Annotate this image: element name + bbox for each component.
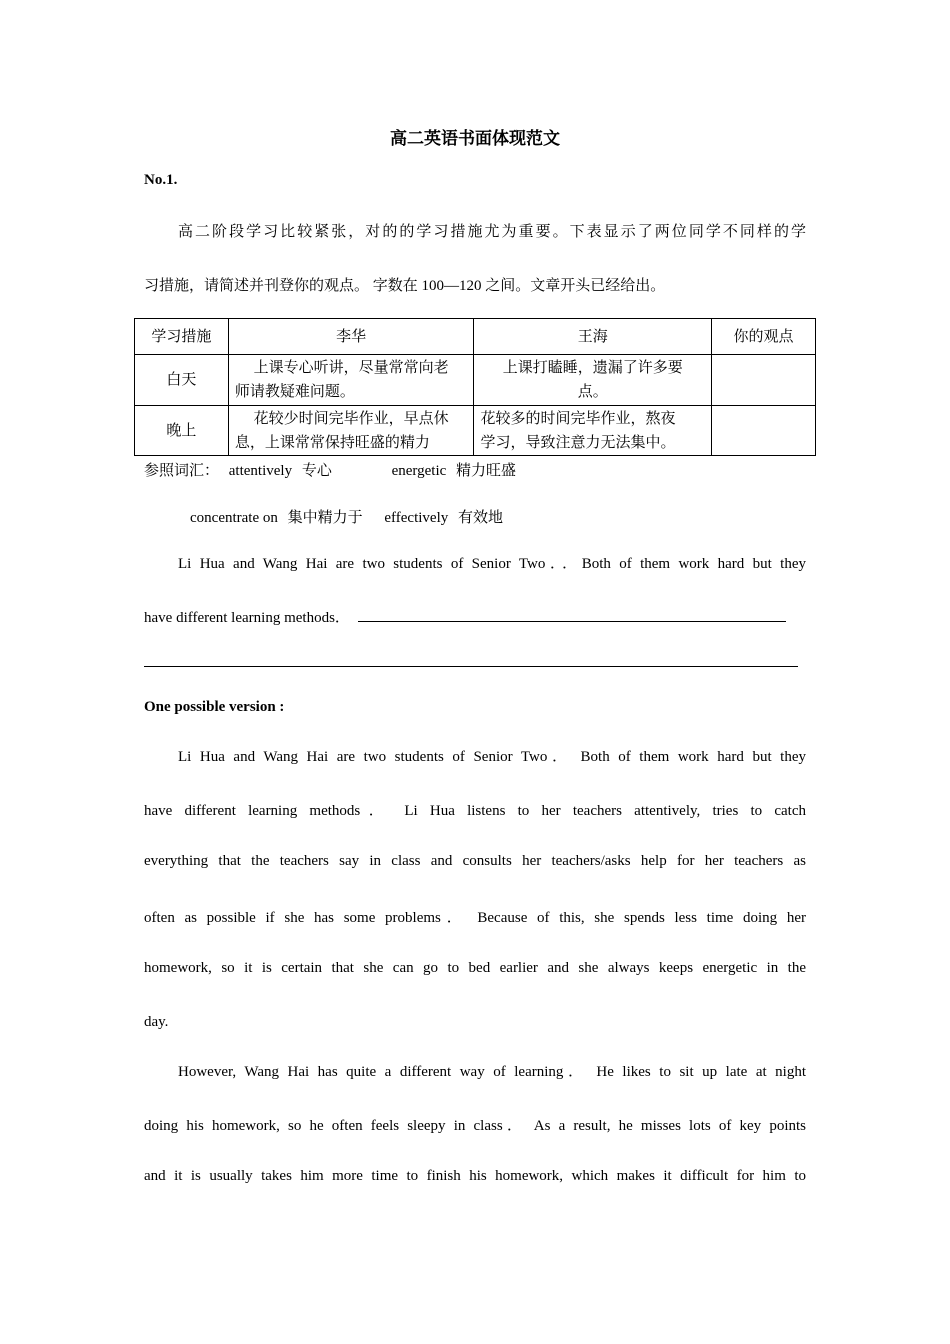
answer-line <box>144 652 806 672</box>
essay-line: often as possible if she has some problems． Because of this, she spends less time doing her <box>144 910 806 926</box>
cell-text: 上课打瞌睡，遗漏了许多要 <box>502 360 683 376</box>
cell-text: 息，上课常常保持旺盛的精力 <box>234 434 430 451</box>
cell-text: 上课专心听讲，尽量常常向老 <box>253 360 449 376</box>
learning-methods-table <box>134 318 816 456</box>
row-label: 晚上 <box>135 406 229 456</box>
vocab-en: energetic <box>391 463 447 479</box>
table-header-row <box>135 319 816 355</box>
opening-line-2 <box>144 606 806 627</box>
table-header-cell: 学习措施 <box>135 319 229 355</box>
essay-line: doing his homework, so he often feels sleepy in class． As a result, he misses lots of key points <box>144 1118 806 1134</box>
table-header-cell: 你的观点 <box>712 319 816 355</box>
document-title: 高二英语书面体现范文 <box>390 129 560 148</box>
prompt-line-1: 高二阶段学习比较紧张，对的的学习措施尤为重要。下表显示了两位同学不同样的学 <box>178 224 806 240</box>
table-header-cell: 李华 <box>228 319 474 355</box>
version-heading: One possible version : <box>144 699 285 715</box>
vocab-line-2 <box>190 506 790 527</box>
essay-line: and it is usually takes him more time to finish his homework, which makes it difficult for him to <box>144 1168 806 1184</box>
cell-text: 花较多的时间完毕作业，熬夜 <box>480 410 676 427</box>
essay-line: Li Hua and Wang Hai are two students of Senior Two． Both of them work hard but they <box>178 749 806 765</box>
opening-text: have different learning methods． <box>144 610 350 626</box>
essay-line: However, Wang Hai has quite a different way of learning． He likes to sit up late at night <box>178 1064 806 1080</box>
vocab-en: attentively <box>228 463 293 479</box>
table-row <box>135 355 816 406</box>
li-hua-cell <box>228 406 474 456</box>
vocab-zh: 有效地 <box>458 510 504 526</box>
vocab-en: concentrate on <box>190 510 278 526</box>
vocab-zh: 集中精力于 <box>287 510 363 526</box>
answer-blank <box>144 652 798 667</box>
essay-line: everything that the teachers say in class and consults her teachers/asks help for her teachers as <box>144 853 806 869</box>
table-row <box>135 406 816 456</box>
row-label: 白天 <box>135 355 229 406</box>
vocab-zh: 精力旺盛 <box>456 463 517 479</box>
vocab-en: effectively <box>384 510 449 526</box>
opinion-cell <box>712 406 816 456</box>
answer-blank <box>358 607 786 622</box>
opening-line-1: Li Hua and Wang Hai are two students of Senior Two．．Both of them work hard but they <box>178 556 806 572</box>
cell-text: 学习，导致注意力无法集中。 <box>480 434 676 451</box>
prompt-line-2: 习措施，请简述并刊登你的观点。 字数在 100—120 之间。文章开头已经给出。 <box>144 278 666 294</box>
essay-line: homework, so it is certain that she can go to bed earlier and she always keeps energetic in the <box>144 960 806 976</box>
wang-hai-cell <box>474 406 712 456</box>
cell-text: 师请教疑难问题。 <box>234 384 355 400</box>
wang-hai-cell <box>474 355 712 406</box>
opinion-cell <box>712 355 816 406</box>
vocab-zh: 专心 <box>301 463 332 479</box>
cell-text: 点。 <box>577 384 608 400</box>
cell-text: 花较少时间完毕作业，早点休 <box>253 410 449 427</box>
vocab-label: 参照词汇： <box>144 463 220 479</box>
essay-line: have different learning methods． Li Hua listens to her teachers attentively, tries to catch <box>144 803 806 819</box>
vocab-line-1 <box>144 459 806 480</box>
table-header-cell: 王海 <box>474 319 712 355</box>
li-hua-cell <box>228 355 474 406</box>
essay-line: day. <box>144 1014 169 1030</box>
exercise-number: No.1. <box>144 172 178 188</box>
